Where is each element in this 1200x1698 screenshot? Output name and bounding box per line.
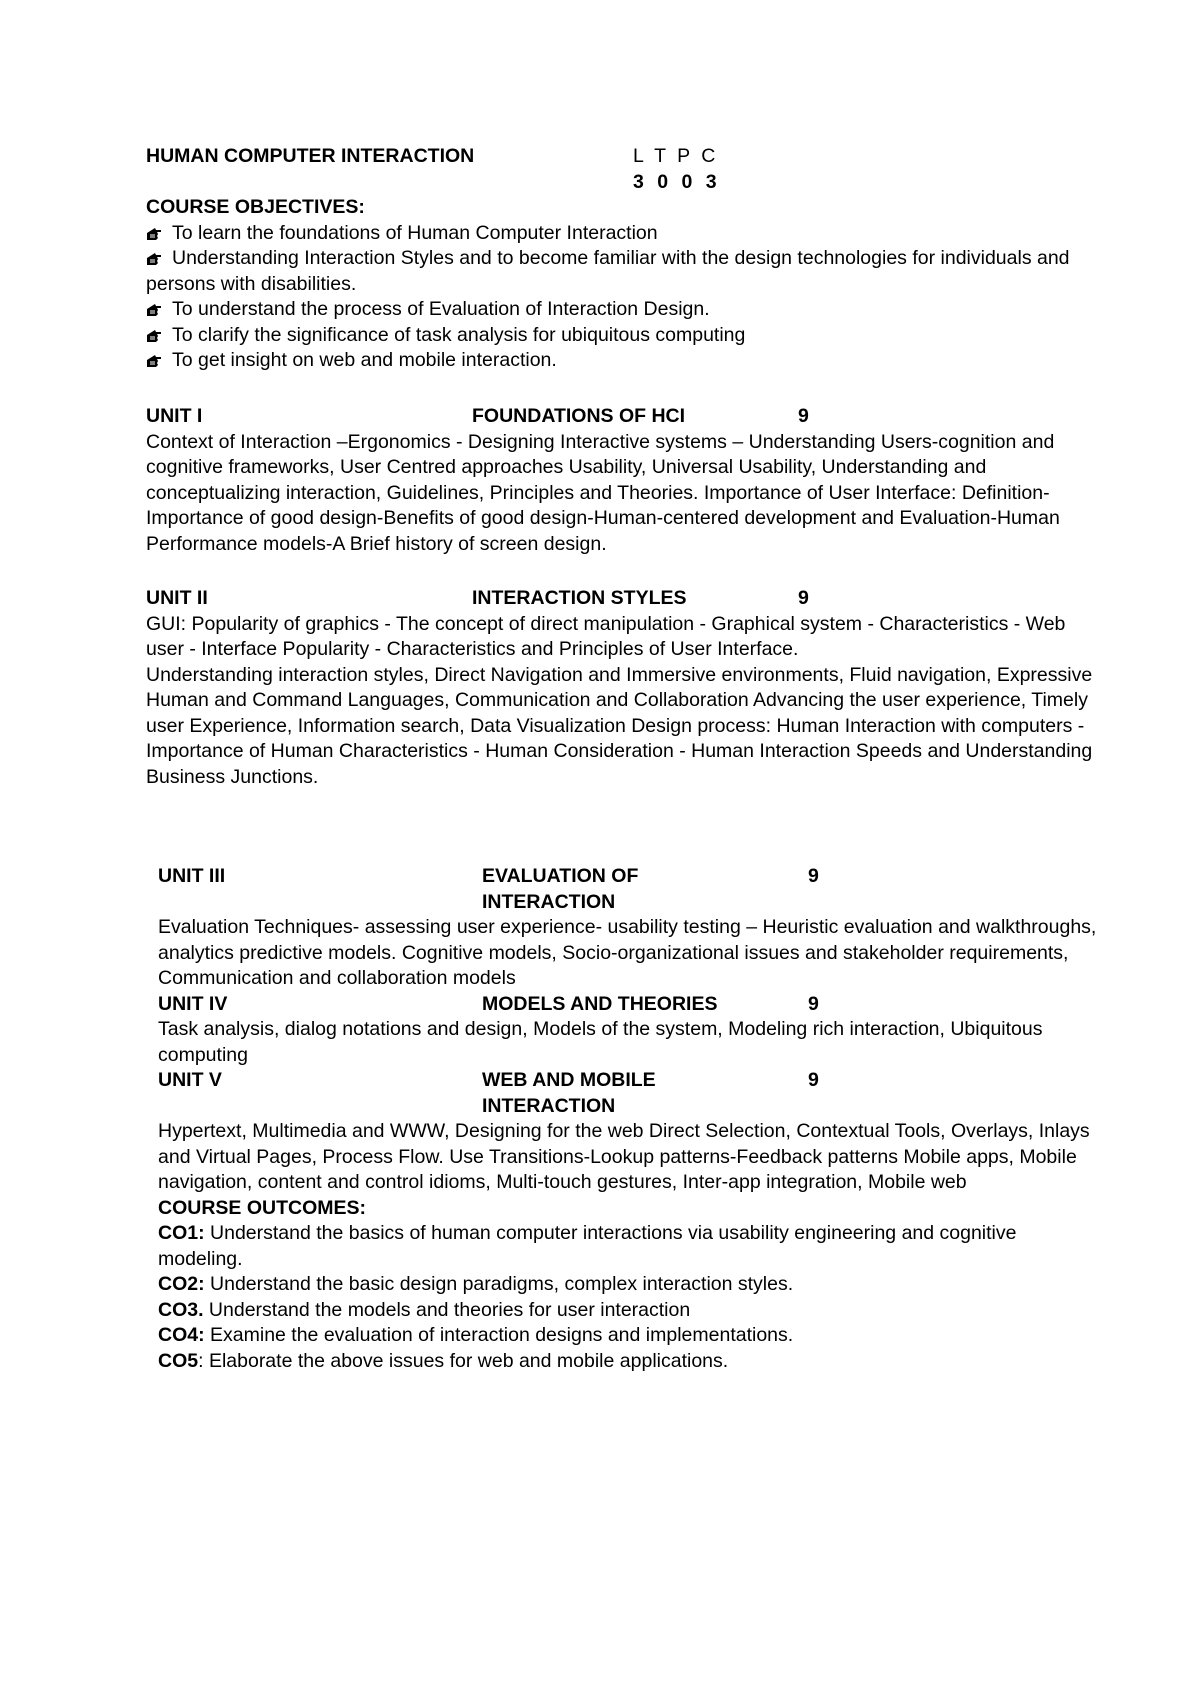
unit-name: MODELS AND THEORIES — [482, 992, 718, 1015]
objective-item — [146, 221, 1101, 247]
outcome-item — [158, 1349, 1103, 1375]
outcome-item — [158, 1298, 1103, 1324]
pointing-hand-icon — [146, 221, 172, 247]
unit-content: Hypertext, Multimedia and WWW, Designing for the web Direct Selection, Contextual Tools, Overlays, Inlays and Virtual Pages, Process Flow. Use Transitions-Lookup patterns-Feedback patterns Mobile apps, Mobile navigation, content and control idioms, Multi-touch gestures, Inter-app integration, Mobile web — [158, 1120, 1090, 1193]
ltpc-block — [633, 144, 721, 195]
course-header-section — [146, 144, 1101, 374]
outcome-label: CO4: — [158, 1324, 205, 1346]
outcome-item — [158, 1323, 1103, 1349]
outcome-text: Examine the evaluation of interaction designs and implementations. — [204, 1324, 794, 1346]
course-title: HUMAN COMPUTER INTERACTION — [146, 145, 475, 167]
outcomes-list — [158, 1221, 1103, 1374]
pointing-hand-icon — [146, 297, 172, 323]
ltpc-label: L T P C — [633, 145, 719, 167]
pointing-hand-icon — [146, 246, 172, 272]
unit-number: UNIT III — [158, 865, 226, 887]
unit-hours: 9 — [798, 587, 809, 609]
outcome-label: CO2: — [158, 1273, 205, 1295]
objectives-list — [146, 221, 1101, 374]
pointing-hand-icon — [146, 348, 172, 374]
pointing-hand-icon — [146, 323, 172, 349]
outcome-label: CO1: — [158, 1222, 205, 1244]
objective-item — [146, 348, 1101, 374]
outcome-item — [158, 1272, 1103, 1298]
outcome-text: Understand the basics of human computer interactions via usability engineering and cognitive modeling. — [158, 1222, 1017, 1270]
unit-number: UNIT V — [158, 1069, 222, 1091]
unit-number: UNIT IV — [158, 992, 228, 1015]
unit-name: FOUNDATIONS OF HCI — [472, 405, 686, 427]
unit-content: Context of Interaction –Ergonomics - Designing Interactive systems – Understanding Users-cognition and cognitive frameworks, User Centred approaches Usability, Universal Usability, Understanding and conceptualizing interaction, Guidelines, Principles and Theories. Importance of User Interface: Definition-Importance of good design-Benefits of good design-Human-centered development and Evaluation-Human Performance models-A Brief history of screen design. — [146, 430, 1060, 555]
outcome-label: CO3. — [158, 1298, 204, 1321]
objective-text: To get insight on web and mobile interaction. — [172, 349, 557, 371]
unit-number: UNIT II — [146, 587, 208, 609]
objective-text: Understanding Interaction Styles and to become familiar with the design technologies for individuals and persons with disabilities. — [146, 247, 1070, 295]
unit-content: GUI: Popularity of graphics - The concept of direct manipulation - Graphical system - Characteristics - Web user - Interface Popularity - Characteristics and Principles of User Interface. — [146, 612, 1066, 660]
objective-text: To clarify the significance of task analysis for ubiquitous computing — [172, 323, 746, 346]
objective-item — [146, 323, 1101, 349]
unit-number: UNIT I — [146, 405, 203, 427]
objective-item — [146, 297, 1101, 323]
unit-1-section — [146, 404, 1101, 557]
unit-hours: 9 — [808, 1069, 819, 1091]
unit-content: Task analysis, dialog notations and design, Models of the system, Modeling rich interaction, Ubiquitous computing — [158, 1018, 1043, 1066]
objective-item — [146, 246, 1101, 297]
units-3-5-section — [158, 864, 1103, 1374]
unit-name: EVALUATION OF INTERACTION — [482, 865, 639, 913]
unit-heading-row — [158, 992, 1103, 1018]
unit-heading-row — [146, 586, 1101, 612]
outcome-text: Understand the basic design paradigms, complex interaction styles. — [204, 1273, 794, 1295]
objectives-heading: COURSE OBJECTIVES: — [146, 196, 365, 218]
outcome-text: : Elaborate the above issues for web and mobile applications. — [198, 1349, 729, 1372]
outcome-text: Understand the models and theories for user interaction — [203, 1298, 691, 1321]
unit-heading-row — [158, 864, 1103, 915]
course-title-row — [146, 144, 1101, 195]
unit-content: Understanding interaction styles, Direct Navigation and Immersive environments, Fluid navigation, Expressive Human and Command Languages, Communication and Collaboration Advancing the user experience, Timely user Experience, Information search, Data Visualization Design process: Human Interaction with computers - Importance of Human Characteristics - Human Consideration - Human Interaction Speeds and Understanding Business Junctions. — [146, 663, 1093, 788]
ltpc-credits: 3 0 0 3 — [633, 170, 721, 193]
unit-name: INTERACTION STYLES — [472, 587, 687, 609]
outcome-item — [158, 1221, 1103, 1272]
outcome-label: CO5 — [158, 1349, 199, 1372]
unit-2-section — [146, 586, 1101, 790]
unit-hours: 9 — [798, 405, 809, 427]
unit-content: Evaluation Techniques- assessing user experience- usability testing – Heuristic evaluation and walkthroughs, analytics predictive models. Cognitive models, Socio-organizational issues and stakeholder requirements, Communication and collaboration models — [158, 916, 1097, 989]
unit-name: WEB AND MOBILE INTERACTION — [482, 1069, 656, 1117]
objective-text: To understand the process of Evaluation of Interaction Design. — [172, 298, 710, 320]
unit-heading-row — [158, 1068, 1103, 1119]
unit-hours: 9 — [808, 865, 819, 887]
unit-heading-row — [146, 404, 1101, 430]
outcomes-heading: COURSE OUTCOMES: — [158, 1196, 367, 1219]
objective-text: To learn the foundations of Human Computer Interaction — [172, 221, 658, 244]
unit-hours: 9 — [808, 992, 819, 1015]
